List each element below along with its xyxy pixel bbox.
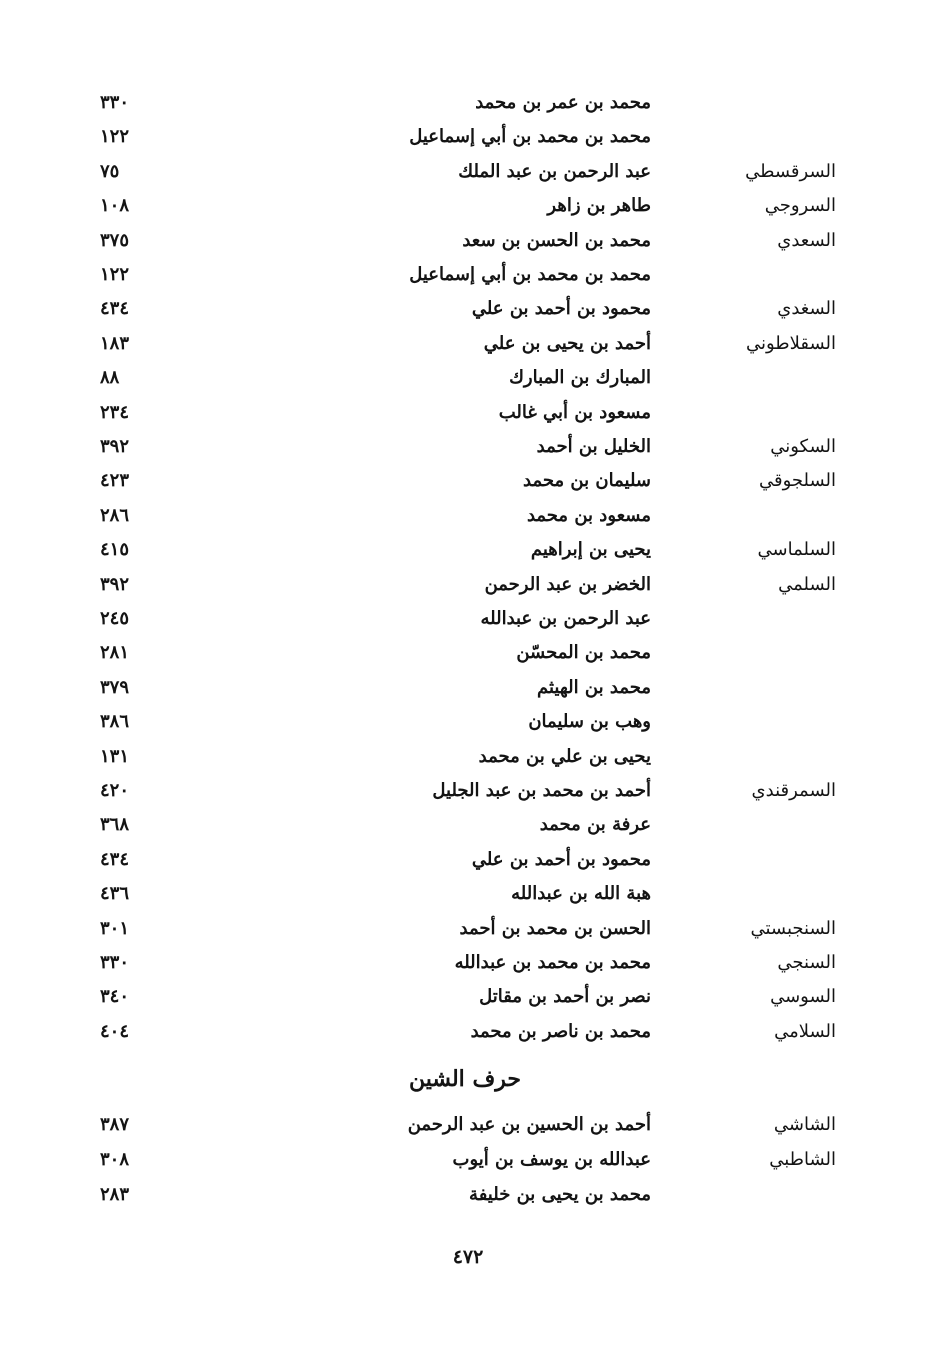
- index-entry-row: [0, 673, 946, 707]
- entry-page-ref: ٤٣٤: [100, 298, 130, 320]
- entry-page-ref: ١٨٣: [100, 332, 130, 354]
- entry-name: محمد بن ناصر بن محمد: [470, 1020, 651, 1042]
- entry-nisba: السمرقندي: [751, 780, 836, 801]
- index-entry-row: [0, 1110, 946, 1144]
- entry-page-ref: ١٢٢: [100, 264, 130, 285]
- entry-name: محمد بن المحسّن: [516, 642, 651, 664]
- index-entry-row: [0, 570, 946, 604]
- entry-page-ref: ٨٨: [100, 367, 120, 389]
- index-entry-row: [0, 226, 946, 260]
- entry-name: وهب بن سليمان: [528, 711, 651, 733]
- index-entry-row: [0, 707, 946, 741]
- index-entry-row: [0, 810, 946, 844]
- entry-name: عرفة بن محمد: [539, 814, 651, 836]
- entry-name: الخليل بن أحمد: [536, 436, 651, 457]
- entry-name: محمد بن يحيى بن خليفة: [469, 1184, 651, 1205]
- entry-page-ref: ٤٢٠: [100, 780, 130, 801]
- entry-name: هبة الله بن عبدالله: [511, 883, 651, 905]
- index-entry-row: [0, 948, 946, 982]
- entry-name: عبدالله بن يوسف بن أيوب: [452, 1149, 651, 1170]
- entry-page-ref: ٣٨٧: [100, 1114, 130, 1135]
- index-entry-row: [0, 88, 946, 122]
- entry-name: محمد بن محمد بن أبي إسماعيل: [409, 264, 651, 285]
- entry-page-ref: ٢٨١: [100, 642, 130, 664]
- entry-name: يحيى بن إبراهيم: [530, 539, 651, 561]
- entry-page-ref: ٣٧٩: [100, 676, 130, 698]
- entry-name: محمد بن محمد بن عبدالله: [454, 952, 651, 973]
- index-entry-row: [0, 742, 946, 776]
- entry-page-ref: ١٠٨: [100, 195, 130, 217]
- entry-page-ref: ٤٣٤: [100, 848, 130, 870]
- entry-nisba: الشاشي: [773, 1114, 836, 1135]
- entry-page-ref: ٣٠١: [100, 917, 130, 939]
- entry-name: طاهر بن زاهر: [547, 195, 651, 217]
- index-entry-row: [0, 879, 946, 913]
- index-entry-row: [0, 535, 946, 569]
- section-heading: حرف الشين: [408, 1066, 521, 1092]
- index-entry-row: [0, 1180, 946, 1214]
- entry-name: أحمد بن يحيى بن علي: [483, 332, 651, 354]
- entry-name: الحسن بن محمد بن أحمد: [459, 917, 651, 939]
- index-entry-row: [0, 501, 946, 535]
- index-entry-row: [0, 191, 946, 225]
- index-entry-row: [0, 845, 946, 879]
- entry-name: سليمان بن محمد: [523, 470, 651, 492]
- entry-name: نصر بن أحمد بن مقاتل: [479, 986, 651, 1008]
- index-entry-row: [0, 604, 946, 638]
- entry-page-ref: ٣٨٦: [100, 711, 130, 733]
- entry-page-ref: ٢٤٥: [100, 608, 130, 629]
- entry-name: مسعود بن أبي غالب: [498, 401, 651, 423]
- entry-nisba: السلامي: [774, 1020, 836, 1042]
- entry-nisba: السرقسطي: [745, 160, 836, 182]
- entry-nisba: السروجي: [764, 195, 836, 217]
- index-entry-row: [0, 363, 946, 397]
- index-entry-row: [0, 1017, 946, 1051]
- entry-nisba: السلجوقي: [758, 470, 836, 492]
- index-entry-row: [0, 1145, 946, 1179]
- entry-page-ref: ٣٤٠: [100, 986, 130, 1008]
- index-entry-row: [0, 398, 946, 432]
- entry-nisba: السغدي: [777, 298, 836, 320]
- entry-page-ref: ٤٢٣: [100, 470, 130, 492]
- entry-page-ref: ٣٩٢: [100, 573, 130, 595]
- entry-name: محمود بن أحمد بن علي: [471, 848, 651, 870]
- entry-page-ref: ٣٣٠: [100, 952, 130, 973]
- entry-nisba: السوسي: [770, 986, 836, 1008]
- entry-name: مسعود بن محمد: [526, 504, 651, 526]
- entry-page-ref: ٢٨٦: [100, 504, 130, 526]
- entry-name: محمد بن محمد بن أبي إسماعيل: [409, 126, 651, 148]
- entry-page-ref: ٧٥: [100, 160, 120, 182]
- entry-name: محمد بن الهيثم: [537, 676, 651, 698]
- entry-page-ref: ١٣١: [100, 745, 130, 767]
- entry-page-ref: ٣٩٢: [100, 436, 130, 457]
- entry-name: الخضر بن عبد الرحمن: [484, 573, 651, 595]
- entry-name: أحمد بن الحسين بن عبد الرحمن: [407, 1114, 651, 1135]
- index-entry-row: [0, 294, 946, 328]
- entry-nisba: السعدي: [777, 229, 836, 251]
- entry-nisba: السلمي: [778, 573, 836, 595]
- entry-page-ref: ١٢٢: [100, 126, 130, 148]
- index-entry-row: [0, 157, 946, 191]
- entry-nisba: السكوني: [770, 436, 836, 457]
- entry-name: محمد بن عمر بن محمد: [475, 92, 651, 113]
- entry-nisba: السنجي: [777, 952, 836, 973]
- entry-name: محمود بن أحمد بن علي: [471, 298, 651, 320]
- index-entry-row: [0, 466, 946, 500]
- index-entry-row: [0, 329, 946, 363]
- index-entry-row: [0, 638, 946, 672]
- index-entry-row: [0, 432, 946, 466]
- entry-name: محمد بن الحسن بن سعد: [462, 229, 651, 251]
- entry-page-ref: ٣٧٥: [100, 229, 130, 251]
- entry-nisba: الشاطبي: [769, 1149, 836, 1170]
- entry-name: يحيى بن علي بن محمد: [478, 745, 651, 767]
- index-entry-row: [0, 260, 946, 294]
- page-number-text: ٤٧٢: [452, 1246, 484, 1268]
- entry-nisba: السقلاطوني: [745, 332, 836, 354]
- page-number: [0, 1246, 946, 1268]
- entry-nisba: السنجبستي: [750, 917, 836, 939]
- entry-page-ref: ٣٣٠: [100, 92, 130, 113]
- index-entry-row: [0, 776, 946, 810]
- entry-name: عبد الرحمن بن عبد الملك: [458, 160, 651, 182]
- entry-page-ref: ٤٠٤: [100, 1020, 130, 1042]
- entry-page-ref: ٢٣٤: [100, 401, 130, 423]
- entry-page-ref: ٤٣٦: [100, 883, 130, 905]
- index-entry-row: [0, 914, 946, 948]
- entry-name: أحمد بن محمد بن عبد الجليل: [432, 780, 651, 801]
- entry-page-ref: ٣٠٨: [100, 1149, 130, 1170]
- entry-page-ref: ٢٨٣: [100, 1184, 130, 1205]
- entry-page-ref: ٤١٥: [100, 539, 130, 561]
- entry-page-ref: ٣٦٨: [100, 814, 130, 836]
- entry-nisba: السلماسي: [757, 539, 836, 561]
- entry-name: المبارك بن المبارك: [509, 367, 651, 389]
- entry-name: عبد الرحمن بن عبدالله: [480, 608, 651, 629]
- index-entry-row: [0, 122, 946, 156]
- index-entry-row: [0, 982, 946, 1016]
